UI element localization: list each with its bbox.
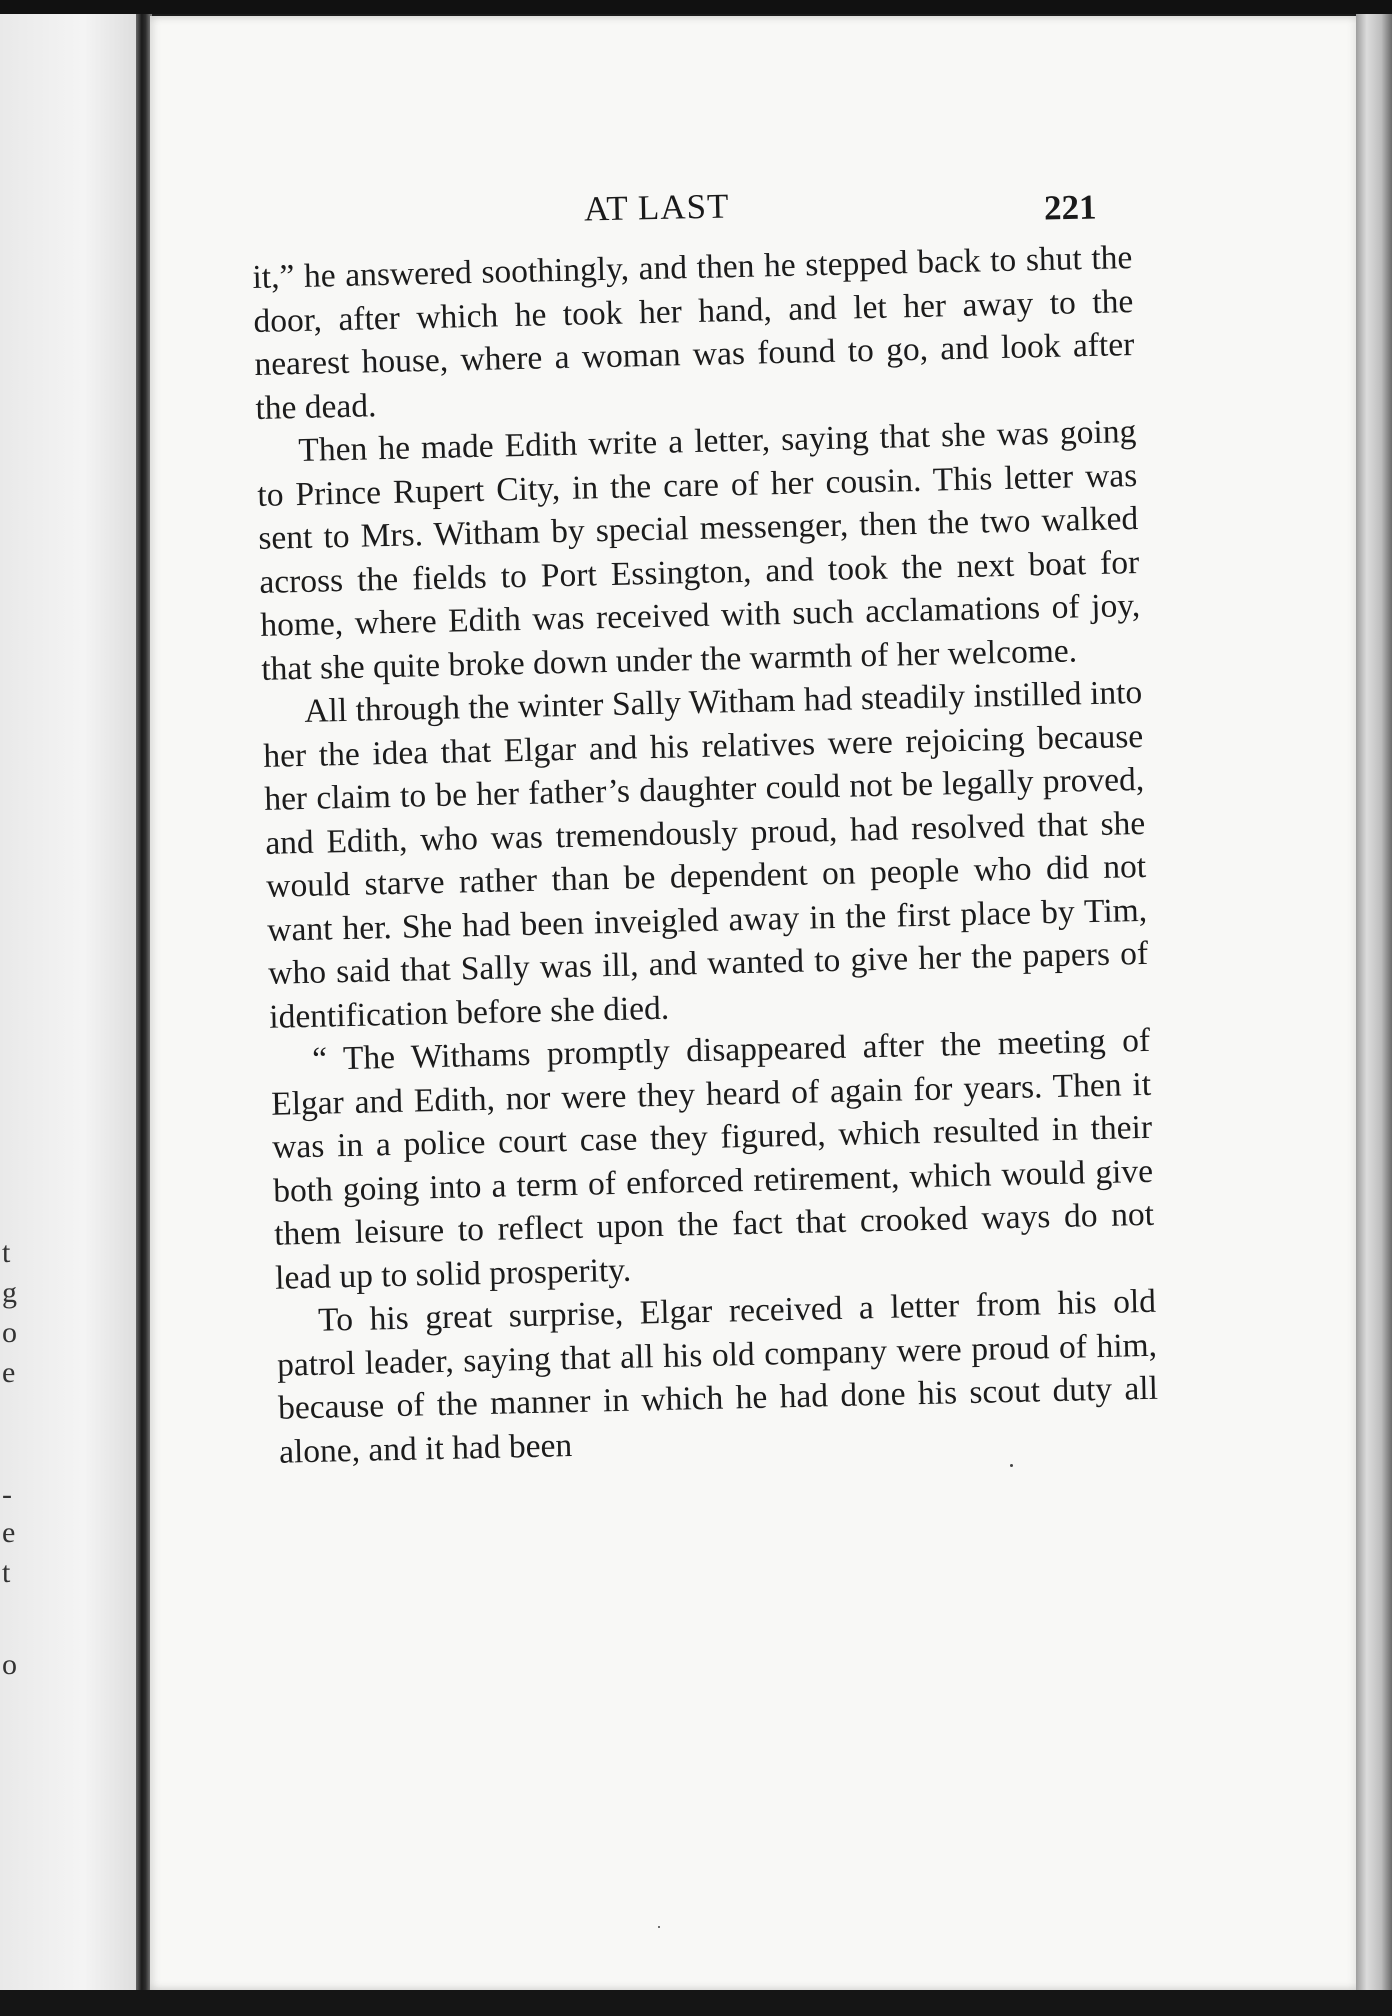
running-title: AT LAST [583, 186, 730, 229]
facing-page-letter: - [2, 1478, 12, 1511]
scan-bottom-border [0, 1990, 1392, 2016]
paragraph: Then he made Edith write a letter, saying that she was going to Prince Rupert City, in the care of her cousin. This letter was sent to Mrs. Witham by special messenger, then the two walked across the fields to Port Essington, and took the next boat for home, where Edith was received with such acclamations of joy, that she quite broke down under the warmth of her welcome. [257, 412, 1141, 688]
facing-page-letter: o [2, 1648, 17, 1681]
facing-page-letter: e [2, 1516, 16, 1549]
paragraph: “ The Withams promptly disappeared after the meeting of Elgar and Edith, nor were they heard of again for years. Then it was in a police court case they figured, which resulted in their both going into a term of enforced retirement, which would give them leisure to reflect upon the fact that crooked ways do not lead up to solid prosperity. [270, 1021, 1155, 1297]
facing-page-letter: t [2, 1236, 11, 1269]
facing-page-letter: t [2, 1556, 11, 1589]
body-text [252, 236, 1164, 1696]
facing-page-letter: g [2, 1276, 17, 1309]
facing-page-edge [0, 14, 140, 1994]
page-stack-edge [1356, 14, 1392, 2004]
running-header [150, 188, 1362, 236]
book-page [150, 16, 1362, 1990]
facing-page-letter: e [2, 1356, 16, 1389]
dust-speck [658, 1926, 660, 1928]
scan-top-border [0, 0, 1392, 14]
page-number: 221 [1043, 187, 1097, 228]
paragraph: it,” he answered soothingly, and then he stepped back to shut the door, after which he took her hand, and let her away to the nearest house, where a woman was found to go, and look after the dead. [252, 239, 1135, 427]
paragraph: To his great surprise, Elgar received a letter from his old patrol leader, saying that all his old company were proud of him, because of the manner in which he had done his scout duty all alone, and it had been [276, 1282, 1159, 1471]
facing-page-letter: o [2, 1316, 17, 1349]
paragraph: All through the winter Sally Witham had steadily instilled into her the idea that Elgar and his relatives were rejoicing because her claim to be her father’s daughter could not be legally proved, and Edith, who was tremendously proud, had resolved that she would starve rather than be dependent on people who did not want her. She had been inveigled away in the first place by Tim, who said that Sally was ill, and wanted to give her the papers of identification before she died. [262, 673, 1149, 1036]
dust-speck [1010, 1464, 1013, 1467]
